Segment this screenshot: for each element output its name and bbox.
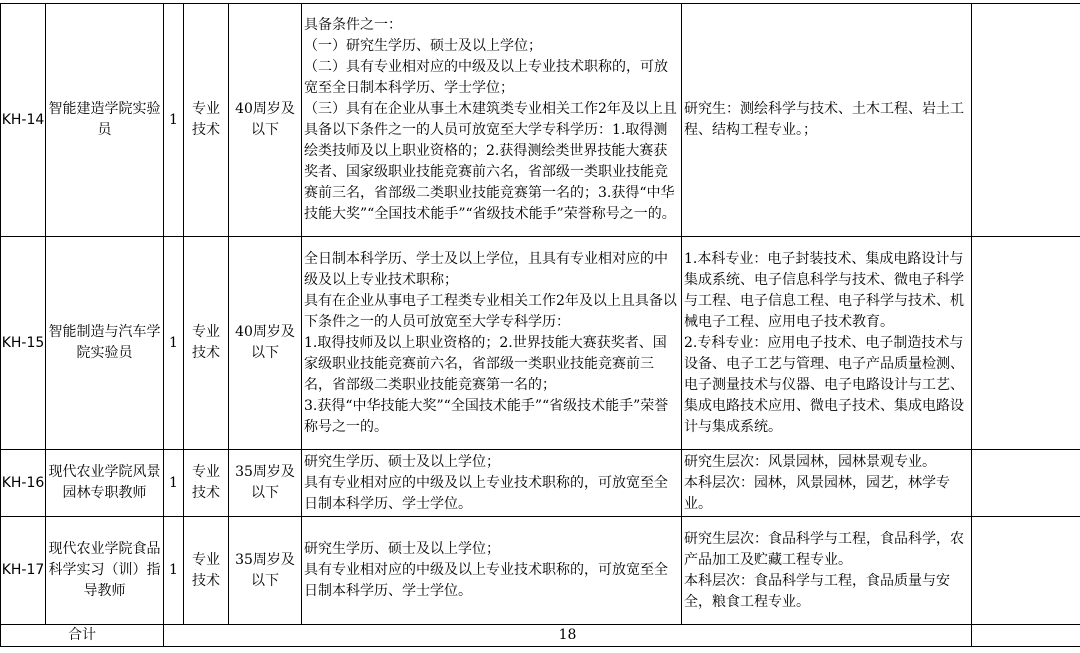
age-requirement: 40周岁及以下 <box>229 237 302 450</box>
condition-line: （一）研究生学历、硕士及以上学位； <box>304 38 542 54</box>
table-row <box>1 517 1080 625</box>
major-line: 研究生层次：食品科学与工程，食品科学，农产品加工及贮藏工程专业。 <box>684 530 964 568</box>
major-line: 2.专科专业：应用电子技术、电子制造技术与设备、电子工艺与管理、电子产品质量检测、电子测量技术与仪器、电子电路设计与工艺、集成电路技术应用、微电子技术、集成电路设计与集成系统。 <box>684 334 964 435</box>
major-line: 1.本科专业：电子封装技术、集成电路设计与集成系统、电子信息科学与技术、微电子科学与工程、电子信息工程、电子科学与技术、机械电子工程、应用电子技术教育。 <box>684 250 964 330</box>
age-requirement: 40周岁及以下 <box>229 4 302 237</box>
condition-line: 全日制本科学历、学士及以上学位，且具有专业相对应的中级及以上专业技术职称； <box>304 250 668 288</box>
position-code: KH-15 <box>1 237 46 450</box>
conditions-cell <box>302 517 682 625</box>
major-line: 本科层次：园林，风景园林，园艺，林学专业。 <box>684 474 950 512</box>
majors-cell <box>682 517 972 625</box>
recruit-count: 1 <box>164 4 184 237</box>
major-line: 本科层次：食品科学与工程，食品质量与安全，粮食工程专业。 <box>684 572 950 610</box>
recruit-count: 1 <box>164 450 184 517</box>
conditions-cell <box>302 450 682 517</box>
remark-cell <box>972 237 1080 450</box>
position-category: 专业技术 <box>184 237 229 450</box>
table-body <box>1 4 1080 647</box>
majors-cell <box>682 4 972 237</box>
condition-line: （三）具有在企业从事土木建筑类专业相关工作2年及以上且具备以下条件之一的人员可放宽至大学专科学历：1.取得测绘类技师及以上职业资格的；2.获得测绘类世界技能大赛获奖者、国家级职业技能竞赛前六名，省部级一类职业技能竞赛前三名，省部级二类职业技能竞赛第一名的；3.获得“中华技能大奖”“全国技术能手”“省级技术能手”荣誉称号之一的。 <box>304 101 677 222</box>
age-requirement: 35周岁及以下 <box>229 517 302 625</box>
position-code: KH-14 <box>1 4 46 237</box>
position-name: 智能制造与汽车学院实验员 <box>46 237 164 450</box>
condition-line: 3.获得“中华技能大奖”“全国技术能手”“省级技术能手”荣誉称号之一的。 <box>304 397 669 435</box>
conditions-cell <box>302 4 682 237</box>
condition-line: （二）具有专业相对应的中级及以上专业技术职称的，可放宽至全日制本科学历、学士学位； <box>304 59 668 96</box>
remark-cell <box>972 517 1080 625</box>
condition-line: 1.取得技师及以上职业资格的；2.世界技能大赛获奖者、国家级职业技能竞赛前六名，省部级一类职业技能竞赛前三名，省部级二类职业技能竞赛第一名的； <box>304 334 667 393</box>
position-category: 专业技术 <box>184 450 229 517</box>
recruit-count: 1 <box>164 237 184 450</box>
recruitment-table <box>0 3 1080 647</box>
major-line: 研究生层次：风景园林，园林景观专业。 <box>684 453 936 470</box>
condition-line: 具有在企业从事电子工程类专业相关工作2年及以上且具备以下条件之一的人员可放宽至大学专科学历： <box>304 292 677 330</box>
recruit-count: 1 <box>164 517 184 625</box>
condition-line: 研究生学历、硕士及以上学位； <box>304 453 500 470</box>
total-remark-cell <box>972 625 1080 647</box>
condition-line: 研究生学历、硕士及以上学位； <box>304 541 500 557</box>
age-requirement: 35周岁及以下 <box>229 450 302 517</box>
table-row <box>1 237 1080 450</box>
major-line: 研究生：测绘科学与技术、土木工程、岩土工程、结构工程专业。； <box>684 101 964 138</box>
conditions-cell <box>302 237 682 450</box>
remark-cell <box>972 4 1080 237</box>
remark-cell <box>972 450 1080 517</box>
position-code: KH-16 <box>1 450 46 517</box>
position-category: 专业技术 <box>184 4 229 237</box>
condition-line: 具有专业相对应的中级及以上专业技术职称的，可放宽至全日制本科学历、学士学位。 <box>304 474 668 512</box>
position-name: 现代农业学院风景园林专职教师 <box>46 450 164 517</box>
table-row <box>1 450 1080 517</box>
majors-cell <box>682 237 972 450</box>
majors-cell <box>682 450 972 517</box>
total-value: 18 <box>164 625 972 647</box>
condition-line: 具备条件之一： <box>304 17 402 33</box>
position-name: 智能建造学院实验员 <box>46 4 164 237</box>
total-label: 合计 <box>1 625 164 647</box>
condition-line: 具有专业相对应的中级及以上专业技术职称的，可放宽至全日制本科学历、学士学位。 <box>304 562 668 599</box>
position-code: KH-17 <box>1 517 46 625</box>
position-name: 现代农业学院食品科学实习（训）指导教师 <box>46 517 164 625</box>
table-row <box>1 4 1080 237</box>
total-row <box>1 625 1080 647</box>
position-category: 专业技术 <box>184 517 229 625</box>
